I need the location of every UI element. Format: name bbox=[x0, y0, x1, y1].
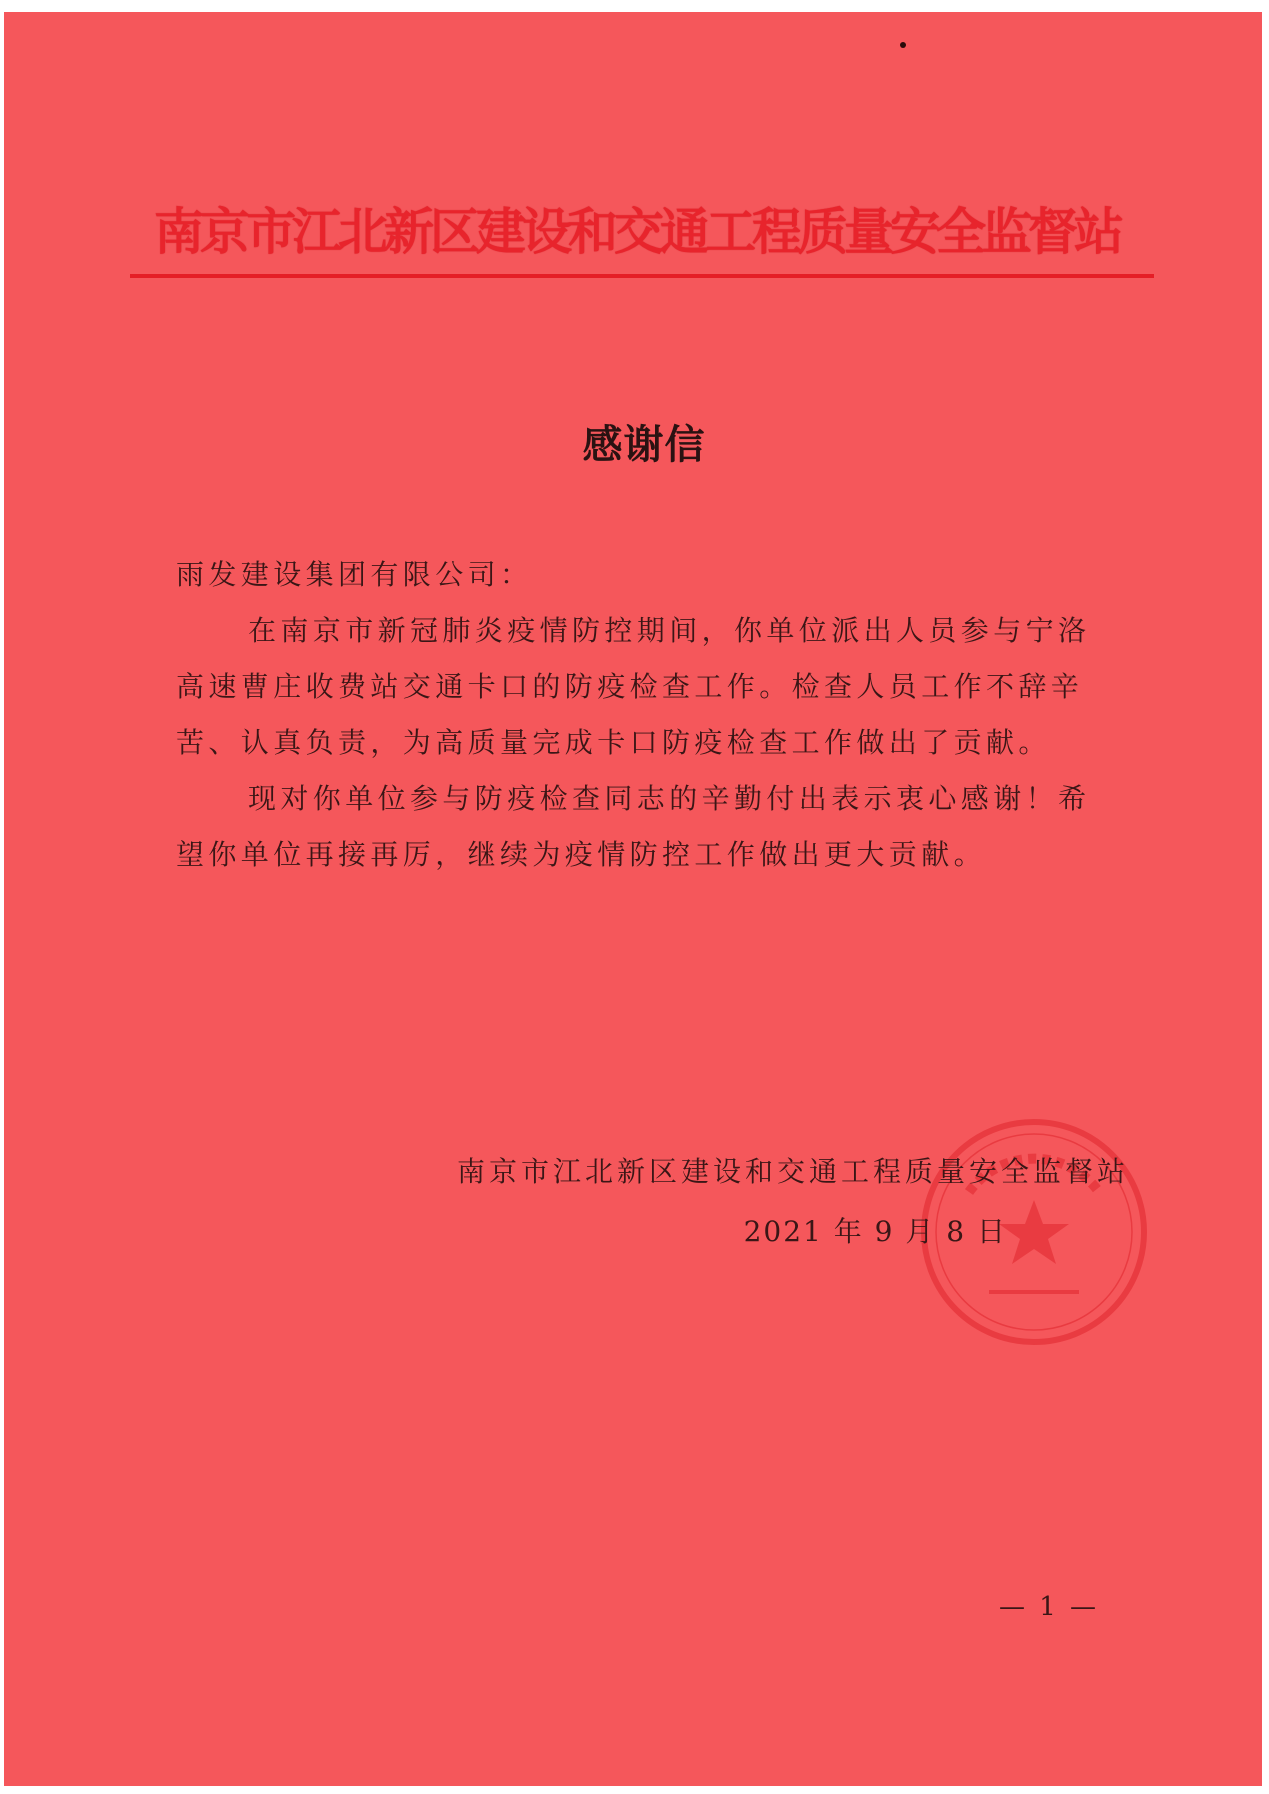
paragraph-1-line-3: 苦、认真负责，为高质量完成卡口防疫检查工作做出了贡献。 bbox=[176, 726, 1051, 759]
scan-speck bbox=[900, 42, 906, 48]
signature-date: 2021 年 9 月 8 日 bbox=[743, 1215, 1007, 1248]
paragraph-1-line-2: 高速曹庄收费站交通卡口的防疫检查工作。检查人员工作不辞辛 bbox=[176, 670, 1084, 703]
letter-title: 感谢信 bbox=[582, 421, 706, 468]
signature-organization: 南京市江北新区建设和交通工程质量安全监督站 bbox=[456, 1155, 1129, 1188]
letterhead-rule bbox=[130, 274, 1154, 278]
letterhead-title: 南京市江北新区建设和交通工程质量安全监督站 bbox=[154, 202, 1120, 261]
paragraph-2-line-1: 现对你单位参与防疫检查同志的辛勤付出表示衷心感谢！希 bbox=[248, 782, 1091, 815]
paragraph-1-line-1: 在南京市新冠肺炎疫情防控期间，你单位派出人员参与宁洛 bbox=[248, 614, 1091, 647]
salutation: 雨发建设集团有限公司： bbox=[176, 558, 533, 591]
page-number: — 1 — bbox=[998, 1592, 1100, 1622]
letter-page bbox=[4, 12, 1262, 1786]
letter-body bbox=[176, 547, 1126, 883]
signature-block bbox=[399, 1142, 1129, 1262]
paragraph-2-line-2: 望你单位再接再厉，继续为疫情防控工作做出更大贡献。 bbox=[176, 838, 987, 871]
